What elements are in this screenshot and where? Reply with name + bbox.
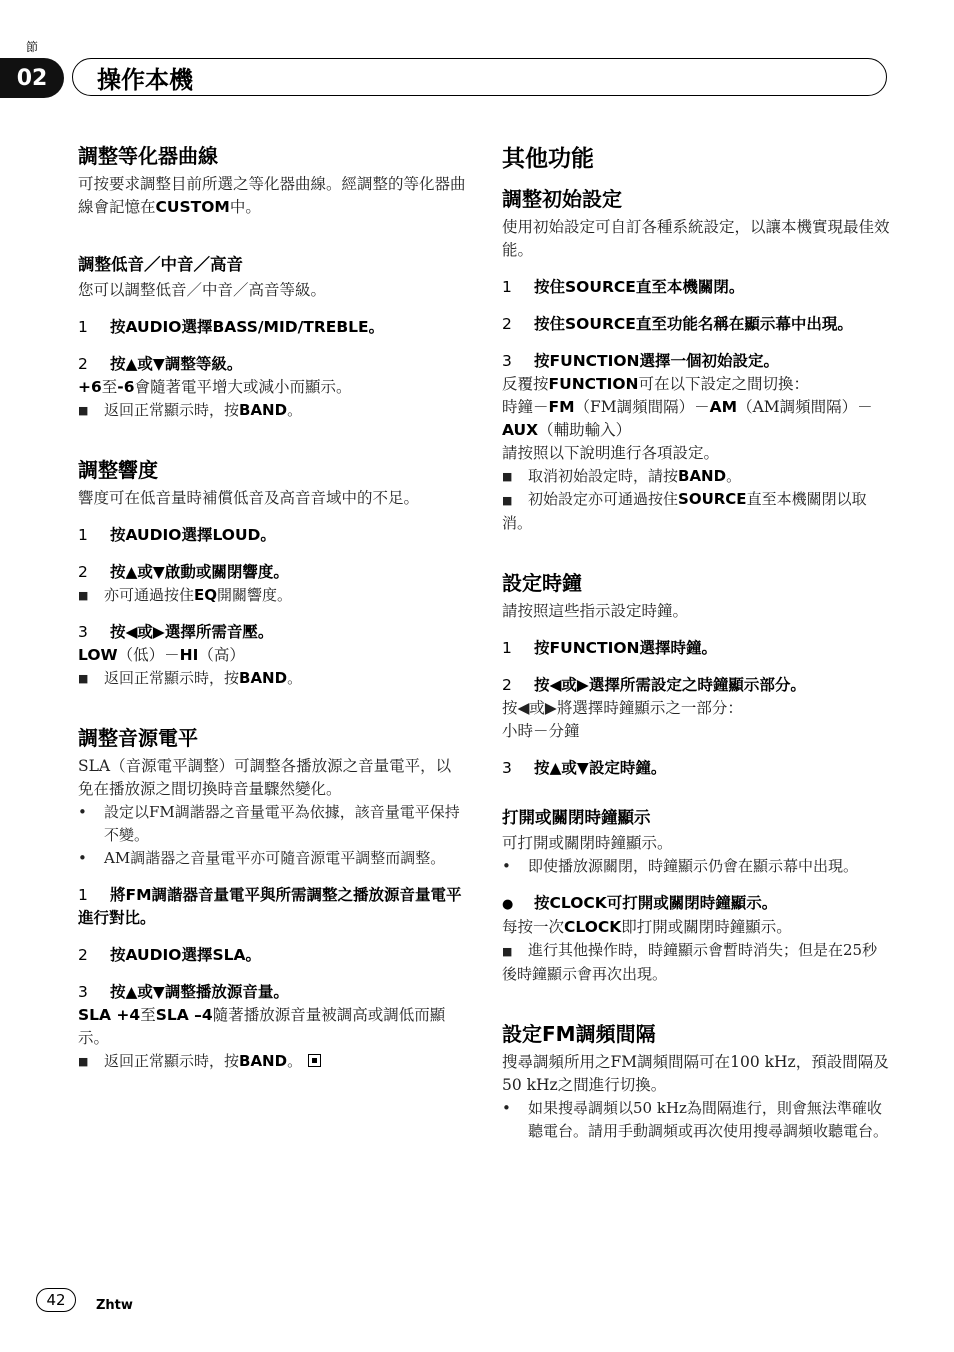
sla-intro: SLA（音源電平調整）可調整各播放源之音量電平，以免在播放源之間切換時音量驟然變化。 bbox=[78, 757, 452, 798]
sla-step-3-desc: SLA +4至SLA –4隨著播放源音量被調高或調低而顯示。 bbox=[78, 1006, 446, 1047]
loud-step-3-desc: LOW（低）－HI（高） bbox=[78, 646, 245, 664]
end-of-section-icon bbox=[308, 1054, 321, 1067]
page-number: 42 bbox=[36, 1288, 76, 1312]
clock-display-step-desc: 每按一次CLOCK即打開或關閉時鐘顯示。 bbox=[502, 918, 792, 936]
clock-heading: 設定時鐘 bbox=[502, 571, 582, 595]
clock-step-2: 2 按◀或▶選擇所需設定之時鐘顯示部分。 bbox=[502, 676, 806, 694]
chapter-number-badge: 02 bbox=[0, 58, 64, 98]
eq-intro: 可按要求調整目前所選之等化器曲線。經調整的等化器曲線會記憶在CUSTOM中。 bbox=[78, 175, 466, 216]
fm-step-bullet-1: • 如果搜尋調頻以50 kHz為間隔進行，則會無法準確收聽電台。請用手動調頻或再次使用搜尋調頻收聽電台。 bbox=[502, 1099, 889, 1140]
loud-heading: 調整響度 bbox=[78, 458, 158, 482]
eq-step-1: 1 按AUDIO選擇BASS/MID/TREBLE。 bbox=[78, 318, 385, 336]
left-column bbox=[78, 140, 466, 1073]
eq-sub-heading: 調整低音／中音／高音 bbox=[78, 255, 243, 274]
fm-step-intro: 搜尋調頻所用之FM調頻間隔可在100 kHz，預設間隔及50 kHz之間進行切換。 bbox=[502, 1053, 889, 1094]
initial-step-3-desc-3: 請按照以下說明進行各項設定。 bbox=[502, 444, 720, 462]
clock-step-2-desc-1: 按◀或▶將選擇時鐘顯示之一部分： bbox=[502, 699, 743, 717]
sla-step-2: 2 按AUDIO選擇SLA。 bbox=[78, 946, 262, 964]
sla-bullet-1: • 設定以FM調諧器之音量電平為依據，該音量電平保持不變。 bbox=[78, 803, 460, 844]
initial-intro: 使用初始設定可自訂各種系統設定，以讓本機實現最佳效能。 bbox=[502, 218, 890, 259]
sla-bullet-2: • AM調諧器之音量電平亦可隨音源電平調整而調整。 bbox=[78, 849, 446, 867]
initial-step-3-desc-1: 反覆按FUNCTION可在以下設定之間切換： bbox=[502, 375, 810, 393]
clock-intro: 請按照這些指示設定時鐘。 bbox=[502, 602, 689, 620]
eq-step-2-note: ■ 返回正常顯示時，按BAND。 bbox=[78, 401, 303, 419]
loud-step-2-note: ■ 亦可通過按住EQ開關響度。 bbox=[78, 586, 293, 604]
initial-note-2: ■ 初始設定亦可通過按住SOURCE直至本機關閉以取消。 bbox=[502, 490, 867, 532]
initial-note-1: ■ 取消初始設定時，請按BAND。 bbox=[502, 467, 742, 485]
sla-step-3: 3 按▲或▼調整播放源音量。 bbox=[78, 983, 289, 1001]
eq-step-2: 2 按▲或▼調整等級。 bbox=[78, 355, 243, 373]
loud-step-1: 1 按AUDIO選擇LOUD。 bbox=[78, 526, 276, 544]
loud-step-2: 2 按▲或▼啟動或關閉響度。 bbox=[78, 563, 289, 581]
initial-step-2: 2 按住SOURCE直至功能名稱在顯示幕中出現。 bbox=[502, 315, 853, 333]
clock-display-intro: 可打開或關閉時鐘顯示。 bbox=[502, 834, 673, 852]
initial-step-1: 1 按住SOURCE直至本機關閉。 bbox=[502, 278, 745, 296]
loud-intro: 響度可在低音量時補償低音及高音音域中的不足。 bbox=[78, 489, 420, 507]
section-label: 節 bbox=[26, 40, 39, 54]
sla-step-1: 1 將FM調諧器音量電平與所需調整之播放源音量電平進行對比。 bbox=[78, 886, 462, 927]
sla-step-3-note: ■ 返回正常顯示時，按BAND。 bbox=[78, 1050, 466, 1073]
right-column bbox=[502, 140, 890, 1143]
clock-display-bullet-1: • 即使播放源關閉，時鐘顯示仍會在顯示幕中出現。 bbox=[502, 857, 859, 875]
clock-step-3: 3 按▲或▼設定時鐘。 bbox=[502, 759, 667, 777]
language-code: Zhtw bbox=[96, 1298, 133, 1313]
clock-step-2-desc-2: 小時－分鐘 bbox=[502, 722, 580, 740]
clock-display-note: ■ 進行其他操作時，時鐘顯示會暫時消失；但是在25秒後時鐘顯示會再次出現。 bbox=[502, 941, 878, 983]
fm-step-heading: 設定FM調頻間隔 bbox=[502, 1022, 656, 1046]
loud-step-3: 3 按◀或▶選擇所需音壓。 bbox=[78, 623, 274, 641]
eq-heading: 調整等化器曲線 bbox=[78, 144, 218, 168]
clock-display-heading: 打開或關閉時鐘顯示 bbox=[502, 808, 651, 827]
chapter-title: 操作本機 bbox=[97, 65, 193, 94]
loud-step-3-note: ■ 返回正常顯示時，按BAND。 bbox=[78, 669, 303, 687]
eq-sub-intro: 您可以調整低音／中音／高音等級。 bbox=[78, 281, 327, 299]
clock-step-1: 1 按FUNCTION選擇時鐘。 bbox=[502, 639, 718, 657]
eq-step-2-desc: +6至-6會隨著電平增大或減小而顯示。 bbox=[78, 378, 352, 396]
initial-step-3: 3 按FUNCTION選擇一個初始設定。 bbox=[502, 352, 780, 370]
initial-heading: 調整初始設定 bbox=[502, 187, 622, 211]
other-functions-heading: 其他功能 bbox=[502, 146, 594, 172]
sla-heading: 調整音源電平 bbox=[78, 726, 198, 750]
initial-step-3-desc-2: 時鐘－FM（FM調頻間隔）－AM（AM調頻間隔）－AUX（輔助輸入） bbox=[502, 398, 873, 439]
clock-display-step: ● 按CLOCK可打開或關閉時鐘顯示。 bbox=[502, 894, 778, 912]
chapter-title-bar bbox=[72, 58, 887, 96]
